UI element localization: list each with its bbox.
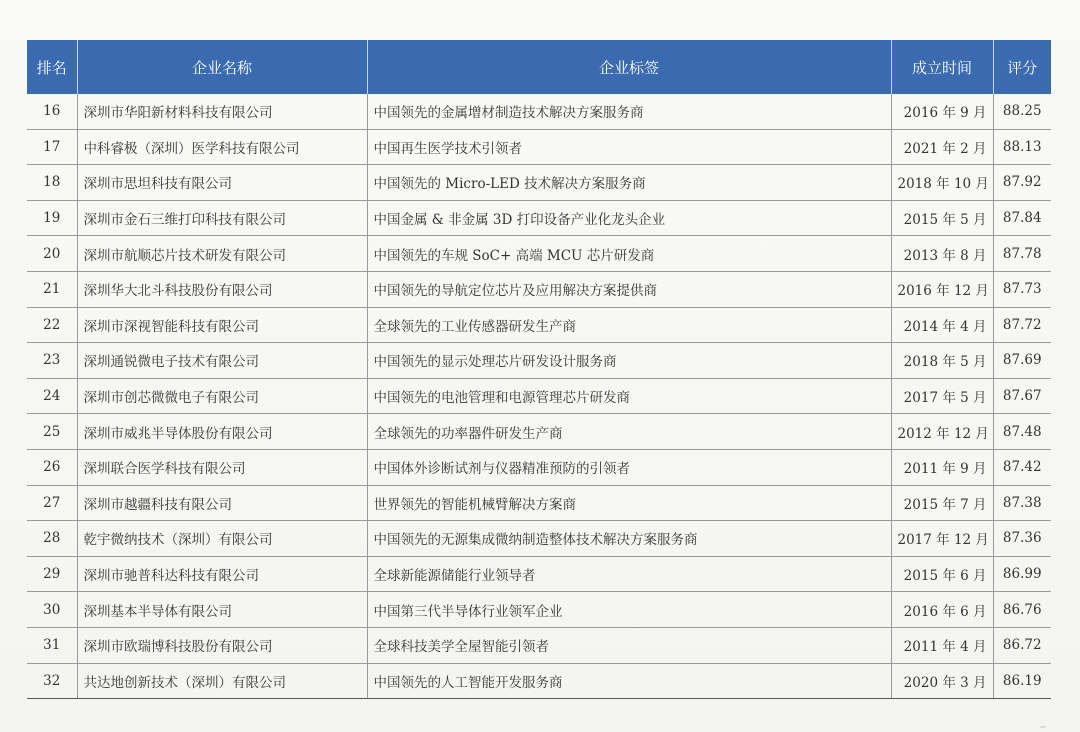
cell-rank: 22 [27,307,77,343]
cell-founded: 2017 年 5 月 [891,378,993,414]
header-score: 评分 [993,40,1051,94]
cell-tag: 中国第三代半导体行业领军企业 [367,592,891,628]
ranking-table [27,40,1051,699]
cell-score: 87.38 [993,485,1051,521]
cell-founded: 2016 年 12 月 [891,271,993,307]
cell-company: 深圳联合医学科技有限公司 [77,449,367,485]
cell-company: 深圳通锐微电子技术有限公司 [77,343,367,379]
cell-rank: 27 [27,485,77,521]
cell-tag: 全球科技美学全屋智能引领者 [367,627,891,663]
cell-founded: 2014 年 4 月 [891,307,993,343]
cell-rank: 32 [27,663,77,699]
cell-company: 深圳市深视智能科技有限公司 [77,307,367,343]
table-row [27,485,1051,521]
table-body [27,94,1051,699]
cell-company: 深圳市威兆半导体股份有限公司 [77,414,367,450]
table-row [27,307,1051,343]
cell-founded: 2016 年 6 月 [891,592,993,628]
cell-company: 深圳基本半导体有限公司 [77,592,367,628]
cell-rank: 16 [27,94,77,129]
cell-score: 86.76 [993,592,1051,628]
cell-founded: 2011 年 9 月 [891,449,993,485]
scan-speck [1040,726,1046,728]
cell-tag: 中国领先的金属增材制造技术解决方案服务商 [367,94,891,129]
table-row [27,236,1051,272]
table-row [27,129,1051,165]
cell-score: 87.69 [993,343,1051,379]
cell-company: 深圳市思坦科技有限公司 [77,165,367,201]
table-row [27,378,1051,414]
header-founded: 成立时间 [891,40,993,94]
header-company: 企业名称 [77,40,367,94]
cell-tag: 世界领先的智能机械臂解决方案商 [367,485,891,521]
cell-score: 86.72 [993,627,1051,663]
cell-score: 87.84 [993,200,1051,236]
cell-rank: 24 [27,378,77,414]
cell-rank: 23 [27,343,77,379]
cell-rank: 17 [27,129,77,165]
cell-tag: 全球新能源储能行业领导者 [367,556,891,592]
cell-founded: 2020 年 3 月 [891,663,993,699]
cell-company: 深圳市欧瑞博科技股份有限公司 [77,627,367,663]
cell-tag: 全球领先的工业传感器研发生产商 [367,307,891,343]
cell-tag: 中国领先的显示处理芯片研发设计服务商 [367,343,891,379]
cell-score: 87.78 [993,236,1051,272]
cell-tag: 中国再生医学技术引领者 [367,129,891,165]
cell-founded: 2018 年 10 月 [891,165,993,201]
cell-rank: 26 [27,449,77,485]
cell-founded: 2021 年 2 月 [891,129,993,165]
cell-score: 87.67 [993,378,1051,414]
cell-company: 深圳市航顺芯片技术研发有限公司 [77,236,367,272]
cell-rank: 31 [27,627,77,663]
table-row [27,449,1051,485]
header-tag: 企业标签 [367,40,891,94]
table-row [27,592,1051,628]
cell-company: 深圳华大北斗科技股份有限公司 [77,271,367,307]
cell-rank: 19 [27,200,77,236]
cell-founded: 2015 年 7 月 [891,485,993,521]
cell-founded: 2015 年 6 月 [891,556,993,592]
cell-company: 乾宇微纳技术（深圳）有限公司 [77,521,367,557]
cell-founded: 2015 年 5 月 [891,200,993,236]
cell-company: 深圳市金石三维打印科技有限公司 [77,200,367,236]
table-row [27,94,1051,129]
table-row [27,556,1051,592]
cell-rank: 29 [27,556,77,592]
cell-company: 深圳市创芯微微电子有限公司 [77,378,367,414]
cell-tag: 中国领先的人工智能开发服务商 [367,663,891,699]
cell-founded: 2012 年 12 月 [891,414,993,450]
cell-rank: 28 [27,521,77,557]
cell-tag: 中国领先的 Micro-LED 技术解决方案服务商 [367,165,891,201]
table-row [27,627,1051,663]
table-row [27,663,1051,699]
cell-founded: 2013 年 8 月 [891,236,993,272]
cell-company: 中科睿极（深圳）医学科技有限公司 [77,129,367,165]
table-row [27,414,1051,450]
cell-company: 深圳市驰普科达科技有限公司 [77,556,367,592]
table-row [27,271,1051,307]
cell-score: 87.48 [993,414,1051,450]
cell-rank: 18 [27,165,77,201]
cell-score: 87.72 [993,307,1051,343]
cell-tag: 中国领先的无源集成微纳制造整体技术解决方案服务商 [367,521,891,557]
cell-score: 87.36 [993,521,1051,557]
cell-score: 86.19 [993,663,1051,699]
cell-founded: 2011 年 4 月 [891,627,993,663]
cell-score: 87.42 [993,449,1051,485]
table-row [27,165,1051,201]
cell-score: 88.25 [993,94,1051,129]
cell-tag: 全球领先的功率器件研发生产商 [367,414,891,450]
cell-rank: 21 [27,271,77,307]
cell-tag: 中国领先的电池管理和电源管理芯片研发商 [367,378,891,414]
cell-tag: 中国体外诊断试剂与仪器精准预防的引领者 [367,449,891,485]
table-header-row [27,40,1051,94]
cell-founded: 2018 年 5 月 [891,343,993,379]
cell-rank: 25 [27,414,77,450]
table-row [27,200,1051,236]
cell-rank: 20 [27,236,77,272]
cell-score: 88.13 [993,129,1051,165]
cell-company: 共达地创新技术（深圳）有限公司 [77,663,367,699]
cell-company: 深圳市越疆科技有限公司 [77,485,367,521]
table-row [27,343,1051,379]
cell-score: 86.99 [993,556,1051,592]
cell-score: 87.92 [993,165,1051,201]
cell-tag: 中国领先的导航定位芯片及应用解决方案提供商 [367,271,891,307]
cell-tag: 中国金属 & 非金属 3D 打印设备产业化龙头企业 [367,200,891,236]
cell-founded: 2017 年 12 月 [891,521,993,557]
cell-tag: 中国领先的车规 SoC+ 高端 MCU 芯片研发商 [367,236,891,272]
cell-company: 深圳市华阳新材料科技有限公司 [77,94,367,129]
cell-score: 87.73 [993,271,1051,307]
header-rank: 排名 [27,40,77,94]
cell-rank: 30 [27,592,77,628]
cell-founded: 2016 年 9 月 [891,94,993,129]
table-row [27,521,1051,557]
